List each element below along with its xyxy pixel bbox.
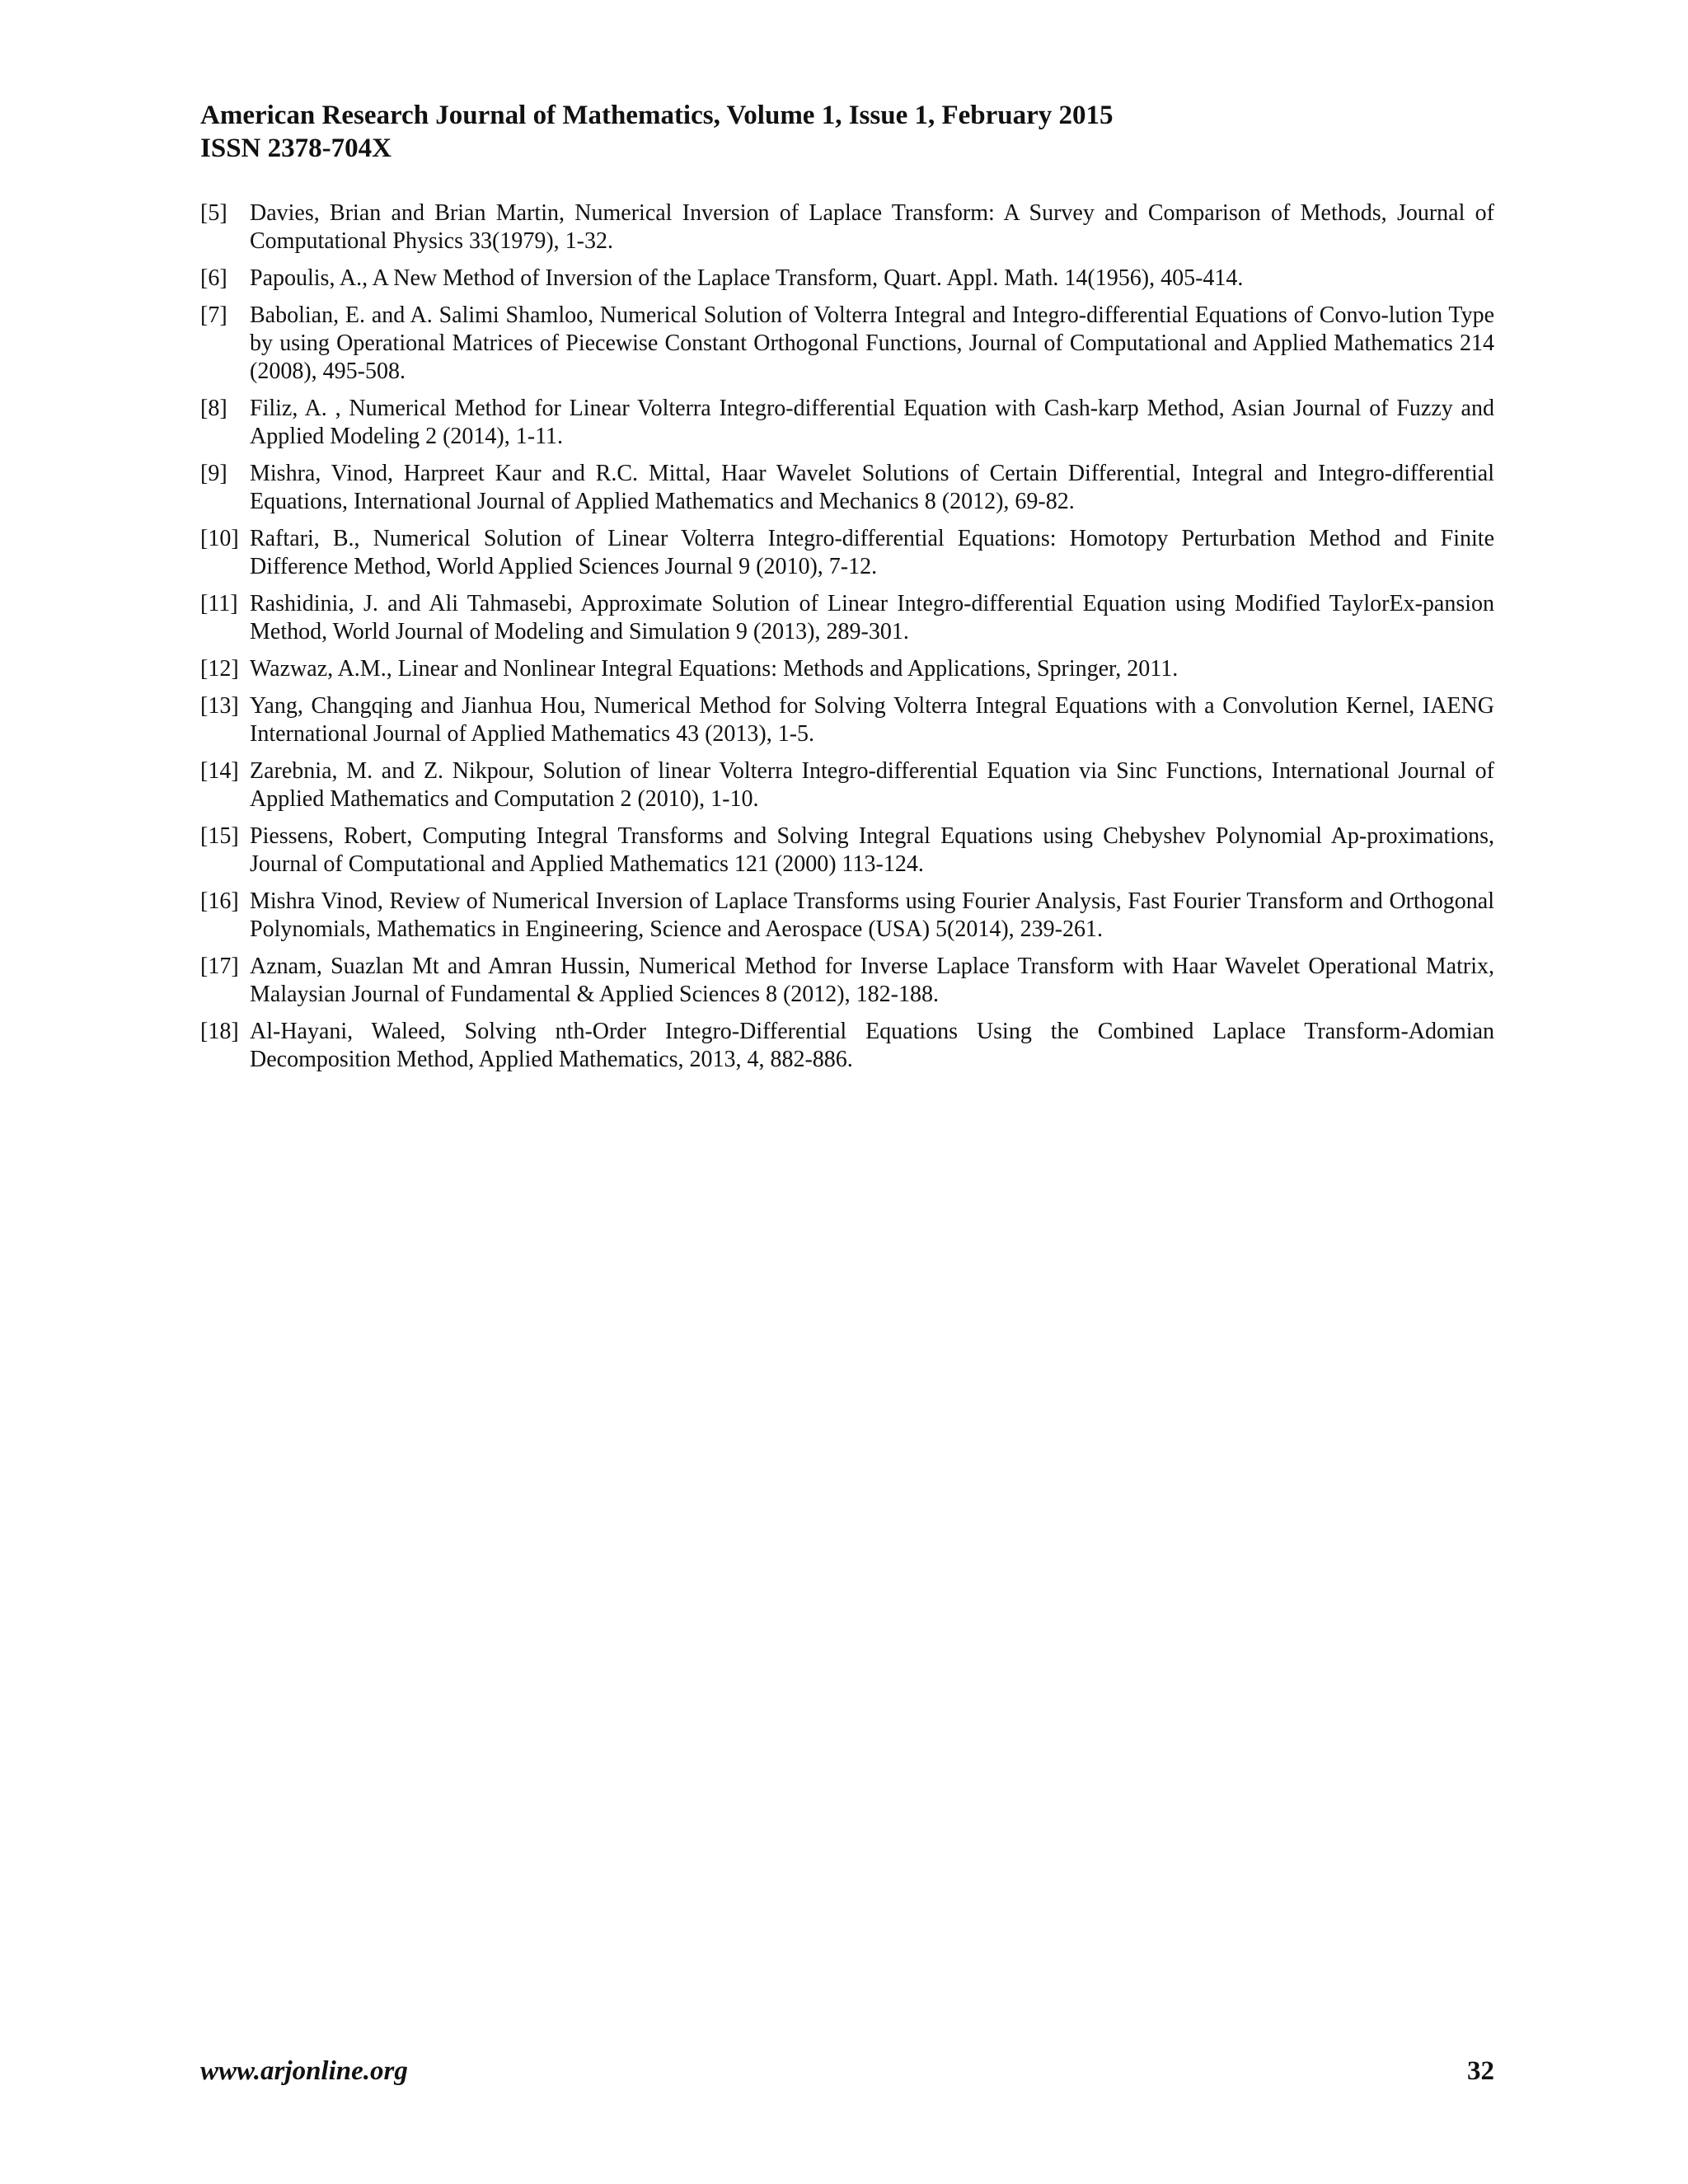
reference-text: Zarebnia, M. and Z. Nikpour, Solution of linear Volterra Integro-differential Equation via Sinc Functions, International Journal of Applied Mathematics and Computation 2 (2010), 1-10. bbox=[250, 758, 1494, 812]
reference-item bbox=[200, 953, 1494, 1009]
reference-item bbox=[200, 823, 1494, 879]
reference-number: [14] bbox=[200, 758, 239, 784]
reference-list bbox=[200, 199, 1494, 1083]
reference-text: Filiz, A. , Numerical Method for Linear Volterra Integro-differential Equation with Cash-karp Method, Asian Journal of Fuzzy and Applied Modeling 2 (2014), 1-11. bbox=[250, 396, 1494, 449]
reference-number: [6] bbox=[200, 265, 227, 291]
reference-item bbox=[200, 395, 1494, 451]
reference-number: [11] bbox=[200, 591, 238, 616]
reference-item bbox=[200, 757, 1494, 813]
reference-text: Davies, Brian and Brian Martin, Numerical Inversion of Laplace Transform: A Survey and Comparison of Methods, Journal of Computational Physics 33(1979), 1-32. bbox=[250, 200, 1494, 254]
issn: ISSN 2378-704X bbox=[200, 134, 392, 163]
reference-number: [12] bbox=[200, 656, 239, 682]
reference-number: [13] bbox=[200, 693, 239, 719]
reference-item bbox=[200, 590, 1494, 646]
page-number: 32 bbox=[1467, 2056, 1494, 2086]
reference-text: Papoulis, A., A New Method of Inversion of the Laplace Transform, Quart. Appl. Math. 14(1956), 405-414. bbox=[250, 265, 1244, 291]
reference-number: [10] bbox=[200, 526, 239, 551]
reference-item bbox=[200, 888, 1494, 944]
reference-text: Mishra, Vinod, Harpreet Kaur and R.C. Mittal, Haar Wavelet Solutions of Certain Differential, Integral and Integro-differential Equations, International Journal of Applied Mathematics and Mechanics 8 (2012), 69-82. bbox=[250, 461, 1494, 514]
reference-item bbox=[200, 1018, 1494, 1074]
reference-text: Raftari, B., Numerical Solution of Linear Volterra Integro-differential Equations: Homotopy Perturbation Method and Finite Difference Method, World Applied Sciences Journal 9 (2010), 7-12. bbox=[250, 526, 1494, 579]
reference-text: Aznam, Suazlan Mt and Amran Hussin, Numerical Method for Inverse Laplace Transform with Haar Wavelet Operational Matrix, Malaysian Journal of Fundamental & Applied Sciences 8 (2012), 182-188. bbox=[250, 954, 1494, 1007]
reference-item bbox=[200, 199, 1494, 255]
reference-item bbox=[200, 692, 1494, 748]
reference-item bbox=[200, 265, 1494, 293]
journal-title: American Research Journal of Mathematics, Volume 1, Issue 1, February 2015 bbox=[200, 101, 1114, 130]
reference-text: Wazwaz, A.M., Linear and Nonlinear Integral Equations: Methods and Applications, Springer, 2011. bbox=[250, 656, 1179, 682]
reference-item bbox=[200, 525, 1494, 581]
reference-number: [5] bbox=[200, 200, 227, 226]
reference-text: Yang, Changqing and Jianhua Hou, Numerical Method for Solving Volterra Integral Equations with a Convolution Kernel, IAENG International Journal of Applied Mathematics 43 (2013), 1-5. bbox=[250, 693, 1494, 747]
reference-number: [16] bbox=[200, 888, 239, 914]
reference-text: Piessens, Robert, Computing Integral Transforms and Solving Integral Equations using Chebyshev Polynomial Ap-proximations, Journal of Computational and Applied Mathematics 121 (2000) 113-124. bbox=[250, 823, 1494, 877]
reference-number: [15] bbox=[200, 823, 239, 849]
reference-number: [7] bbox=[200, 302, 227, 328]
reference-number: [17] bbox=[200, 954, 239, 979]
reference-item bbox=[200, 302, 1494, 386]
reference-text: Babolian, E. and A. Salimi Shamloo, Numerical Solution of Volterra Integral and Integro-differential Equations of Convo-lution Type by using Operational Matrices of Piecewise Constant Orthogonal Functions, Journal of Computational and Applied Mathematics 214 (2008), 495-508. bbox=[250, 302, 1494, 384]
page-footer bbox=[200, 2056, 1494, 2087]
reference-text: Al-Hayani, Waleed, Solving nth-Order Integro-Differential Equations Using the Combined Laplace Transform-Adomian Decomposition Method, Applied Mathematics, 2013, 4, 882-886. bbox=[250, 1019, 1494, 1072]
reference-number: [18] bbox=[200, 1019, 239, 1044]
reference-item bbox=[200, 655, 1494, 683]
reference-text: Mishra Vinod, Review of Numerical Inversion of Laplace Transforms using Fourier Analysis, Fast Fourier Transform and Orthogonal Polynomials, Mathematics in Engineering, Science and Aerospace (USA) 5(2014), 239-261. bbox=[250, 888, 1494, 942]
reference-item bbox=[200, 460, 1494, 516]
reference-text: Rashidinia, J. and Ali Tahmasebi, Approximate Solution of Linear Integro-differential Equation using Modified TaylorEx-pansion Method, World Journal of Modeling and Simulation 9 (2013), 289-301. bbox=[250, 591, 1494, 644]
reference-number: [9] bbox=[200, 461, 227, 486]
page-header bbox=[200, 99, 1494, 165]
reference-number: [8] bbox=[200, 396, 227, 421]
journal-website: www.arjonline.org bbox=[200, 2056, 408, 2086]
